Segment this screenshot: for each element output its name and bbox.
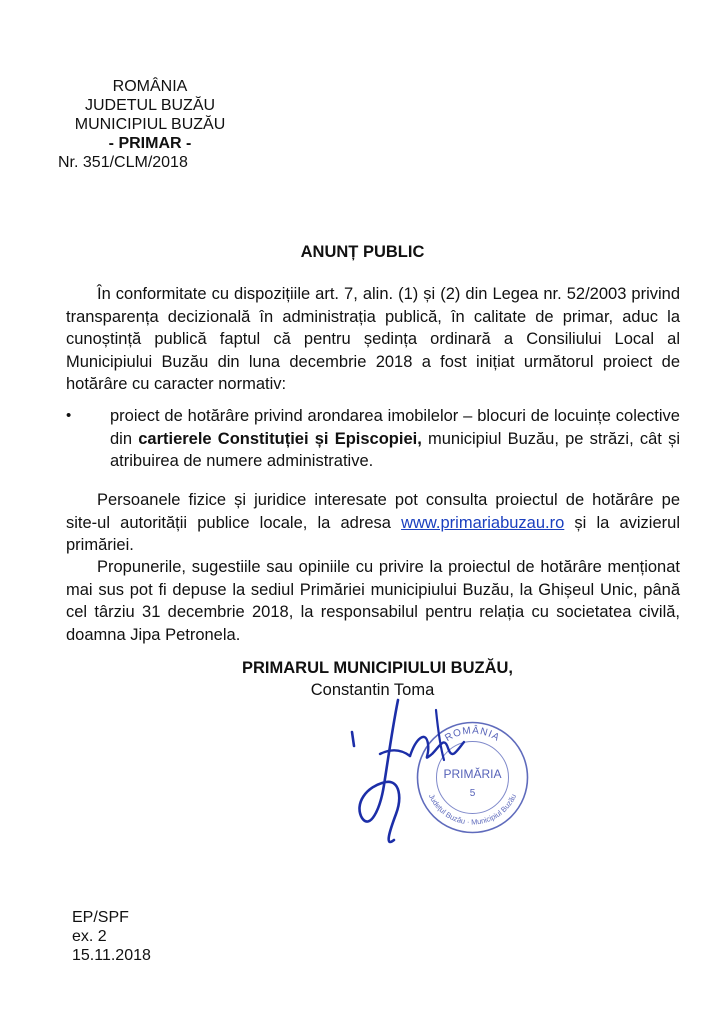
footer-date: 15.11.2018 bbox=[72, 947, 151, 964]
header-municipality: MUNICIPIUL BUZĂU bbox=[74, 116, 226, 133]
stamp-center-text: PRIMĂRIA bbox=[443, 767, 502, 781]
signer-title: PRIMARUL MUNICIPIULUI BUZĂU, bbox=[241, 659, 514, 677]
consult-text-part1: Persoanele fizice și juridice interesate pot consulta proiectul de hotărâre pe site-ul autorității publice locale, la adresa bbox=[66, 491, 680, 532]
document-footer bbox=[72, 908, 151, 965]
footer-copies: ex. 2 bbox=[72, 928, 107, 945]
website-link[interactable]: www.primariabuzau.ro bbox=[401, 513, 565, 532]
consult-paragraph bbox=[66, 489, 680, 557]
header-county: JUDETUL BUZĂU bbox=[84, 97, 216, 114]
bullet-text-part1: proiect de hotărâre privind arondarea imobilelor – blocuri de locuințe colective din bbox=[110, 407, 680, 448]
footer-initials: EP/SPF bbox=[72, 909, 129, 926]
intro-paragraph: În conformitate cu dispozițiile art. 7, alin. (1) și (2) din Legea nr. 52/2003 privind transparența decizională în administrația publică, în calitate de primar, aduc la cunoștință publică faptul că pentru ședința ordinară a Consiliului Local al Municipiului Buzău din luna decembrie 2018 a fost inițiat următorul proiect de hotărâre cu caracter normativ: bbox=[66, 285, 680, 394]
proposals-paragraph: Propunerile, sugestiile sau opiniile cu privire la proiectul de hotărâre menționat mai sus pot fi depuse la sediul Primăriei municipiului Buzău, la Ghișeul Unic, până cel târziu 31 decembrie 2018, la responsabilul pentru relația cu societatea civilă, doamna Jipa Petronela. bbox=[66, 558, 680, 644]
header-country: ROMÂNIA bbox=[112, 78, 188, 95]
bullet-text-bold: cartierele Constituției și Episcopiei, bbox=[138, 429, 422, 448]
handwritten-signature-icon bbox=[340, 690, 470, 860]
document-header bbox=[40, 77, 260, 172]
stamp-bottom-text: Județul Buzău · Municipiul Buzău bbox=[426, 792, 519, 827]
bullet-text-part2: municipiul Buzău, pe străzi, cât și atribuirea de numere administrative. bbox=[110, 429, 680, 471]
bullet-item bbox=[66, 405, 680, 473]
signer-name: Constantin Toma bbox=[310, 681, 435, 699]
header-reference: Nr. 351/CLM/2018 bbox=[58, 154, 188, 171]
stamp-number: 5 bbox=[469, 788, 476, 799]
stamp-top-text: ROMÂNIA bbox=[443, 725, 502, 744]
bullet-icon: • bbox=[66, 407, 72, 424]
header-office: - PRIMAR - bbox=[108, 135, 192, 152]
document-title: ANUNȚ PUBLIC bbox=[300, 243, 425, 261]
consult-text-part2: și la avizierul primăriei. bbox=[66, 513, 680, 555]
